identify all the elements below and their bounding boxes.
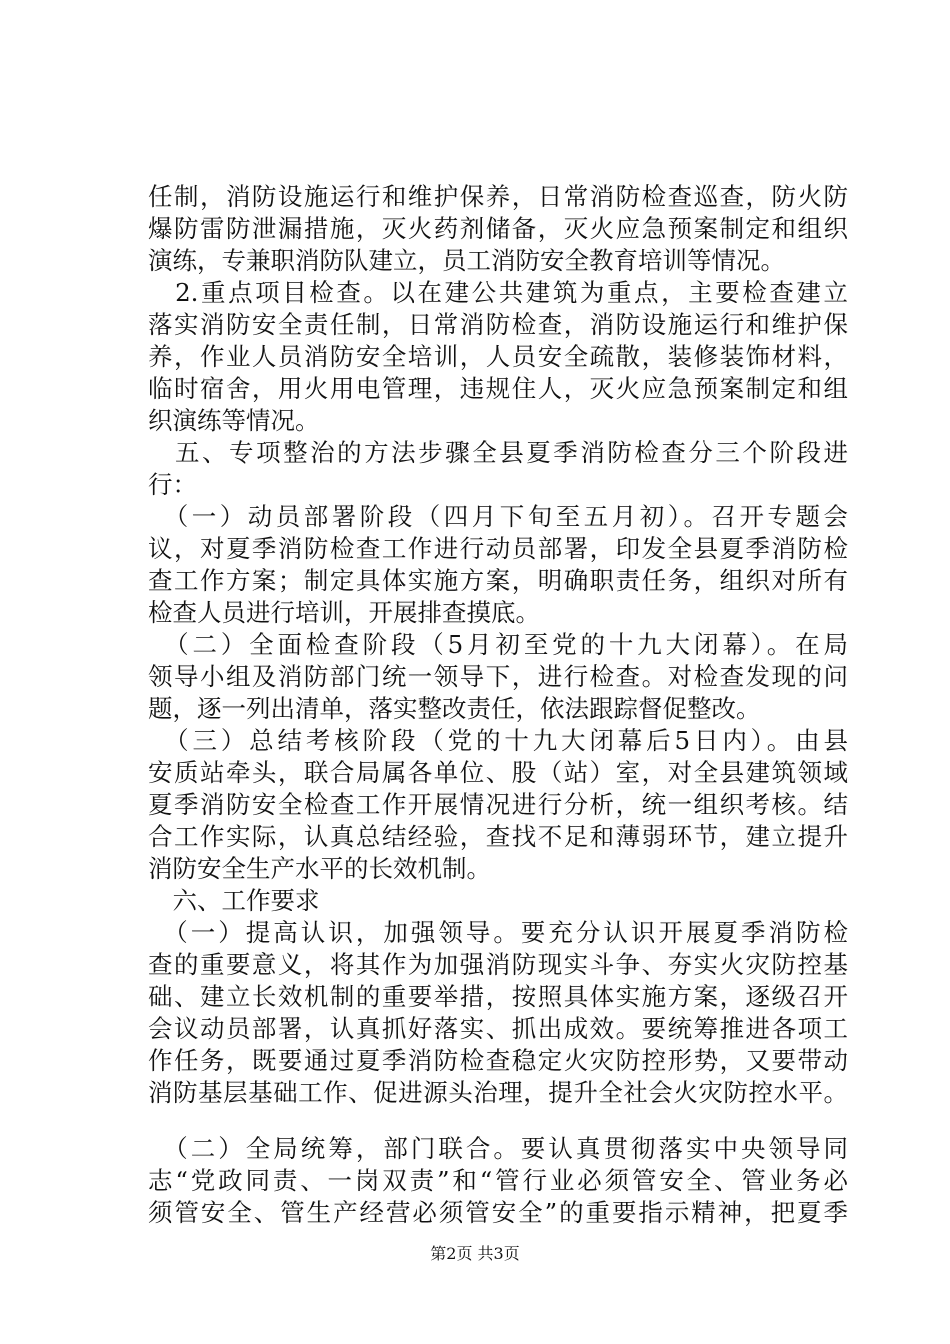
text-line: 演练，专兼职消防队建立，员工消防安全教育培训等情况。 [148, 246, 785, 275]
text-line: （二）全面检查阶段（5月初至党的十九大闭幕）。在局 [148, 630, 848, 659]
text-line: 础、建立长效机制的重要举措，按照具体实施方案，逐级召开 [148, 982, 848, 1011]
text-line: （三）总结考核阶段（党的十九大闭幕后5日内）。由县 [148, 726, 848, 755]
text-line: 须管安全、管生产经营必须管安全”的重要指示精神，把夏季 [148, 1198, 848, 1227]
text-line: （一）提高认识，加强领导。要充分认识开展夏季消防检 [148, 918, 848, 947]
page-footer: 第2页 共3页 [430, 1244, 520, 1263]
text-line: 养，作业人员消防安全培训，人员安全疏散，装修装饰材料， [148, 342, 848, 371]
text-line: 任制，消防设施运行和维护保养，日常消防检查巡查，防火防 [148, 182, 848, 211]
text-line: （一）动员部署阶段（四月下旬至五月初）。召开专题会 [148, 502, 848, 531]
text-line: 领导小组及消防部门统一领导下，进行检查。对检查发现的问 [148, 662, 848, 691]
text-line: 检查人员进行培训，开展排查摸底。 [148, 598, 540, 627]
text-line: 合工作实际，认真总结经验，查找不足和薄弱环节，建立提升 [148, 822, 848, 851]
text-line: （二）全局统筹，部门联合。要认真贯彻落实中央领导同 [148, 1134, 848, 1163]
text-line: 消防安全生产水平的长效机制。 [148, 854, 491, 883]
text-line: 行： [148, 470, 197, 499]
text-line: 志“党政同责、一岗双责”和“管行业必须管安全、管业务必 [148, 1166, 848, 1195]
section-heading: 六、工作要求 [148, 886, 320, 915]
text-line: 织演练等情况。 [148, 406, 320, 435]
text-line: 查工作方案；制定具体实施方案，明确职责任务，组织对所有 [148, 566, 848, 595]
text-line: 落实消防安全责任制，日常消防检查，消防设施运行和维护保 [148, 310, 848, 339]
text-line: 安质站牵头，联合局属各单位、股（站）室，对全县建筑领域 [148, 758, 848, 787]
text-line: 议，对夏季消防检查工作进行动员部署，印发全县夏季消防检 [148, 534, 848, 563]
text-line: 五、专项整治的方法步骤全县夏季消防检查分三个阶段进 [148, 438, 848, 467]
text-line: 题，逐一列出清单，落实整改责任，依法跟踪督促整改。 [148, 694, 761, 723]
text-line: 夏季消防安全检查工作开展情况进行分析，统一组织考核。结 [148, 790, 848, 819]
text-line: 爆防雷防泄漏措施，灭火药剂储备，灭火应急预案制定和组织 [148, 214, 848, 243]
text-line: 2.重点项目检查。以在建公共建筑为重点，主要检查建立 [148, 278, 848, 307]
text-line: 消防基层基础工作、促进源头治理，提升全社会火灾防控水平。 [148, 1078, 848, 1107]
text-line: 会议动员部署，认真抓好落实、抓出成效。要统筹推进各项工 [148, 1014, 848, 1043]
text-line: 作任务，既要通过夏季消防检查稳定火灾防控形势，又要带动 [148, 1046, 848, 1075]
text-line: 临时宿舍，用火用电管理，违规住人，灭火应急预案制定和组 [148, 374, 848, 403]
text-line: 查的重要意义，将其作为加强消防现实斗争、夯实火灾防控基 [148, 950, 848, 979]
